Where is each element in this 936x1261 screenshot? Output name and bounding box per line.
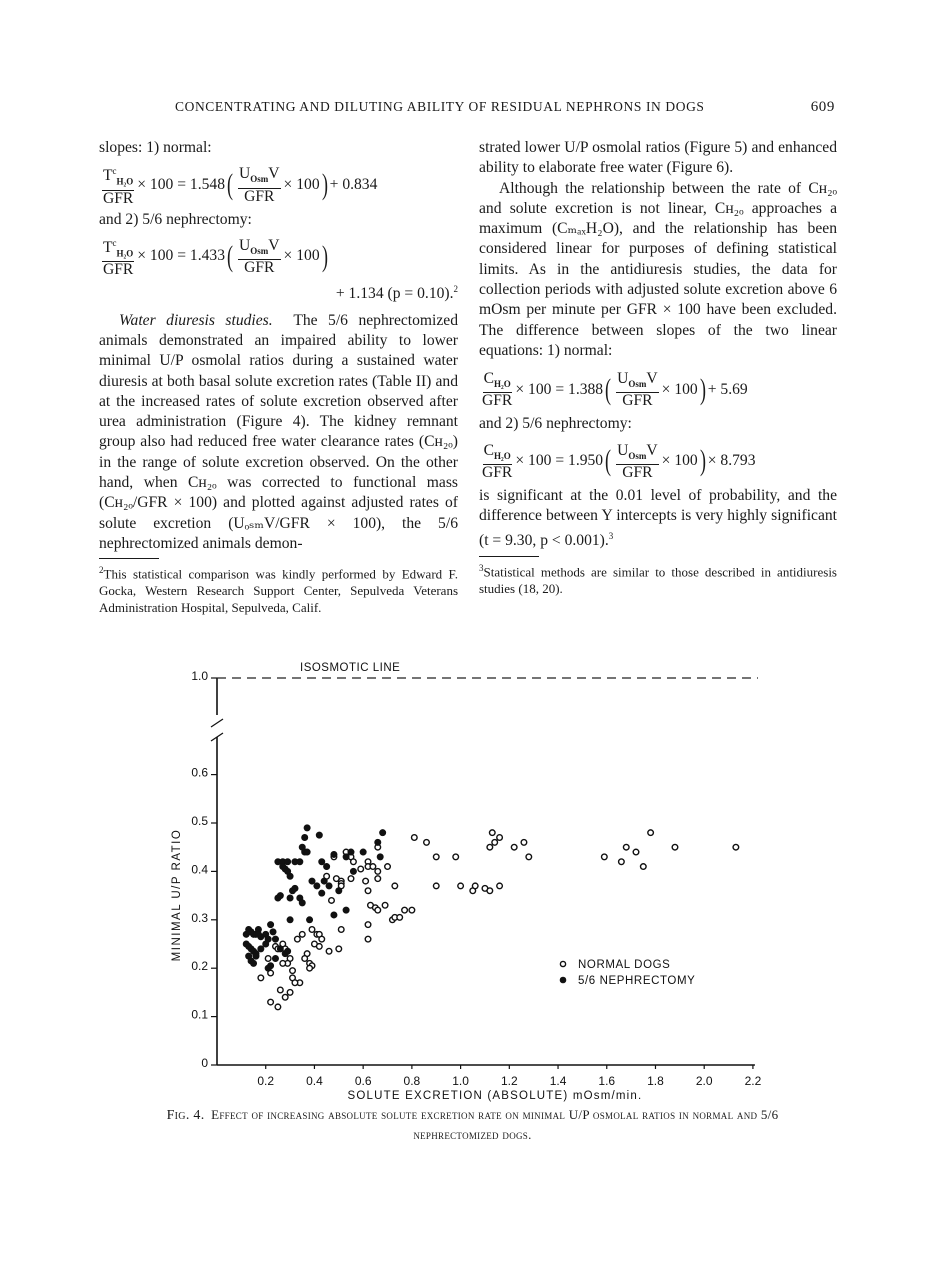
data-point-normal [338,927,344,933]
significance-paragraph: is significant at the 0.01 level of probability, and the difference between Y intercepts is very highly significant (t = 9.30, p < 0.001).$^3$ [479,486,837,550]
equation-rhs: + 0.834 [329,175,378,193]
data-point-nephrectomy [304,849,310,855]
data-point-normal [375,907,381,913]
axis-break-mark [211,719,223,727]
data-point-normal [326,948,332,954]
data-point-nephrectomy [331,912,337,918]
ticks [171,669,762,1102]
data-point-nephrectomy [304,825,310,831]
data-point-normal [329,898,335,904]
data-point-normal [433,854,439,860]
data-point-nephrectomy [375,839,381,845]
data-point-nephrectomy [350,868,356,874]
data-point-nephrectomy [263,941,269,947]
data-point-normal [278,987,284,993]
legend-label: NORMAL DOGS [578,959,671,971]
equation-nephrectomy-ch2o: $\frac{C_{H_2O}}{\text{GFR}}$ × 100 = 1.950 ( $\frac{U_{Osm}V}{\text{GFR}}$ × 100 ) × 8.793 [482,441,756,481]
data-point-normal [319,936,325,942]
footnote-2: $^2$This statistical comparison was kindly performed by Edward F. Gocka, Western Research Support Center, Sepulveda Veterans Administration Hospital, Sepulveda, Calif. [99,565,458,615]
data-point-normal [412,835,418,841]
data-point-nephrectomy [253,953,259,959]
y-tick-label: 1.0 [191,669,208,683]
data-point-normal [348,876,354,882]
data-point-normal [433,883,439,889]
data-point-normal [317,944,323,950]
data-point-normal [275,1004,281,1010]
data-point-normal [497,883,503,889]
footnote-3: $^3$Statistical methods are similar to those described in antidiuresis studies (18, 20). [479,562,837,596]
data-point-nephrectomy [323,863,329,869]
paragraph-continued: strated lower U/P osmolal ratios (Figure 5) and enhanced ability to elaborate free water (Figure 6). [479,139,837,177]
data-point-normal [299,932,305,938]
equation-normal-tc: $\frac{T^c_{H_2O}}{\text{GFR}}$ × 100 = 1.548 ( $\frac{U_{Osm}V}{\text{GFR}}$ × 100 ) + 0.834 [102,165,378,207]
data-point-nephrectomy [306,917,312,923]
data-point-nephrectomy [284,948,290,954]
figure-label: Fig. 4. [166,1108,205,1123]
data-point-nephrectomy [343,854,349,860]
y-tick-label: 0.3 [191,910,208,925]
data-point-normal [409,907,415,913]
equation-nephrectomy-tc: $\frac{T^c_{H_2O}}{\text{GFR}}$ × 100 = 1.433 ( $\frac{U_{Osm}V}{\text{GFR}}$ × 100 ) [102,236,328,279]
data-point-normal [402,907,408,913]
data-point-nephrectomy [314,883,320,889]
data-point-normal [641,864,647,870]
section-heading: Water diuresis studies. [119,311,273,329]
data-point-nephrectomy [316,832,322,838]
data-point-normal [648,830,654,836]
data-point-normal [351,859,357,865]
data-point-nephrectomy [277,946,283,952]
nephrectomy-intro-right: and 2) 5/6 nephrectomy: [479,415,632,433]
x-tick-label: 0.2 [257,1074,275,1088]
data-point-normal [492,840,498,846]
data-point-normal [358,866,364,872]
footnote-ref[interactable]: 2 [453,284,458,295]
equation-continuation: + 1.134 (p = 0.10).$^2$ [335,284,458,303]
data-point-nephrectomy [343,907,349,913]
data-point-normal [307,965,313,971]
data-point-normal [282,994,288,1000]
data-point-normal [336,946,342,952]
x-tick-label: 1.2 [500,1074,518,1088]
data-point-nephrectomy [301,834,307,840]
data-point-normal [633,849,639,855]
y-tick-label: 0.2 [191,959,208,974]
data-point-nephrectomy [272,936,278,942]
x-tick-label: 1.4 [549,1074,567,1088]
footnote-ref-3[interactable]: 3 [608,531,614,542]
data-point-nephrectomy [321,878,327,884]
y-tick-label: 0 [201,1056,208,1070]
data-point-normal [424,840,430,846]
data-point-nephrectomy [331,851,337,857]
legend-marker-normal [560,961,565,966]
data-point-normal [458,883,464,889]
data-point-normal [733,844,739,850]
data-point-normal [497,835,503,841]
x-tick-label: 2.0 [695,1074,713,1088]
data-point-nephrectomy [267,921,273,927]
data-point-normal [280,961,286,967]
x-axis-label: SOLUTE EXCRETION (ABSOLUTE) mOsm/min. [347,1090,643,1102]
legend-marker-nephrectomy [560,977,566,983]
data-point-normal [623,844,629,850]
x-tick-label: 1.0 [452,1074,469,1088]
data-point-nephrectomy [319,859,325,865]
data-point-nephrectomy [258,946,264,952]
y-tick-label: 0.1 [191,1007,208,1022]
data-point-normal [487,888,493,894]
x-tick-label: 0.4 [306,1074,323,1088]
data-point-normal [487,844,493,850]
data-point-nephrectomy [319,890,325,896]
data-point-normal [370,864,376,870]
x-tick-label: 1.6 [598,1074,616,1088]
data-point-nephrectomy [377,854,383,860]
data-point-nephrectomy [265,965,271,971]
equation-normal-ch2o: $\frac{C_{H_2O}}{\text{GFR}}$ × 100 = 1.388 ( $\frac{U_{Osm}V}{\text{GFR}}$ × 100 ) + 5.69 [482,370,748,410]
data-point-nephrectomy [360,849,366,855]
data-point-nephrectomy [336,888,342,894]
y-tick-label: 0.4 [191,862,208,877]
data-point-nephrectomy [287,873,293,879]
data-point-nephrectomy [272,955,278,961]
x-tick-label: 1.8 [647,1074,664,1088]
water-diuresis-paragraph: Water diuresis studies. The 5/6 nephrectomized animals demonstrated an impaired ability to lower minimal U/P osmolal ratios during a sustained water diuresis at both basal solute excretion rates (Table II) and at the increased rates of solute excretion observed after urea administration (Figure 4). The kidney remnant group also had reduced free water clearance rates (Cʜ₂ₒ) in the range of solute excretion observed. On the other hand, when Cʜ₂ₒ was corrected to functional mass (Cʜ₂ₒ/GFR × 100) and plotted against adjusted rates of solute excretion (UₒₛₘV/GFR × 100), the 5/6 nephrectomized animals demon- [99,311,459,552]
data-point-normal [619,859,625,865]
equation-mid: × 100 = 1.548 [137,175,225,193]
data-point-normal [365,888,371,894]
data-point-nephrectomy [299,900,305,906]
data-point-nephrectomy [292,885,298,891]
data-point-nephrectomy [297,859,303,865]
data-point-normal [472,883,478,889]
data-point-nephrectomy [284,859,290,865]
data-point-nephrectomy [287,917,293,923]
x-tick-label: 2.2 [744,1074,762,1088]
data-point-nephrectomy [348,849,354,855]
paragraph-linear-relationship: Although the relationship between the rate of Cʜ₂ₒ and solute excretion is not linear, Cʜ₂ₒ approaches a maximum (CₘₐₓH₂O), and the relationship has been considered linear for purposes of defining statistical limits. As in the antidiuresis studies, the data for collection periods with adjusted solute excretion above 6 mOsm per minute per GFR × 100 have been excluded. The difference between slopes of the two linear equations: 1) normal: [479,179,837,359]
data-point-normal [392,883,398,889]
data-point-nephrectomy [270,929,276,935]
y-tick-label: 0.6 [191,765,208,780]
data-point-nephrectomy [277,892,283,898]
data-point-normal [365,936,371,942]
data-point-nephrectomy [309,878,315,884]
data-point-normal [363,878,369,884]
data-point-normal [489,830,495,836]
x-tick-label: 0.8 [403,1074,421,1088]
data-point-normal [375,876,381,882]
data-point-normal [375,869,381,875]
data-point-normal [672,844,678,850]
running-title: CONCENTRATING AND DILUTING ABILITY OF RESIDUAL NEPHRONS IN DOGS [175,99,705,114]
y-tick-label: 0.5 [191,814,208,828]
data-point-normal [365,922,371,928]
data-point-normal [602,854,608,860]
fraction-tch2o-gfr: $\frac{T^c_{H_2O}}{\text{GFR}}$ [102,166,134,207]
isosmotic-label: ISOSMOTIC LINE [300,662,401,674]
data-point-normal [453,854,459,860]
nephrectomy-intro: and 2) 5/6 nephrectomy: [99,210,252,228]
legend-label: 5/6 NEPHRECTOMY [578,975,696,987]
data-point-normal [290,968,296,974]
figure-caption-text: Effect of increasing absolute solute excretion rate on minimal U/P osmolal ratios in normal and 5/6 nephrectomized dogs. [211,1107,779,1142]
data-point-nephrectomy [379,829,385,835]
data-point-normal [526,854,532,860]
data-point-normal [268,999,274,1005]
data-point-normal [309,927,315,933]
figure-caption [165,1105,780,1145]
y-axis-label: MINIMAL U/P RATIO [171,828,183,962]
data-point-nephrectomy [255,931,261,937]
data-point-normal [385,864,391,870]
data-point-nephrectomy [326,883,332,889]
data-point-normal [292,980,298,986]
data-point-nephrectomy [287,895,293,901]
data-point-normal [287,990,293,996]
fraction-uosmv-gfr: $\frac{U_{Osm}V}{\text{GFR}}$ [239,165,280,205]
data-point-normal [382,902,388,908]
data-point-normal [302,956,308,962]
data-point-normal [397,915,403,921]
legend [560,959,695,987]
page-number: 609 [810,99,835,115]
data-point-normal [295,936,301,942]
data-point-normal [258,975,264,981]
data-point-nephrectomy [250,960,256,966]
data-point-normal [521,840,527,846]
data-point-normal [511,844,517,850]
data-point-normal [265,956,271,962]
slopes-intro: slopes: 1) normal: [99,139,212,156]
x-tick-label: 0.6 [354,1074,372,1088]
